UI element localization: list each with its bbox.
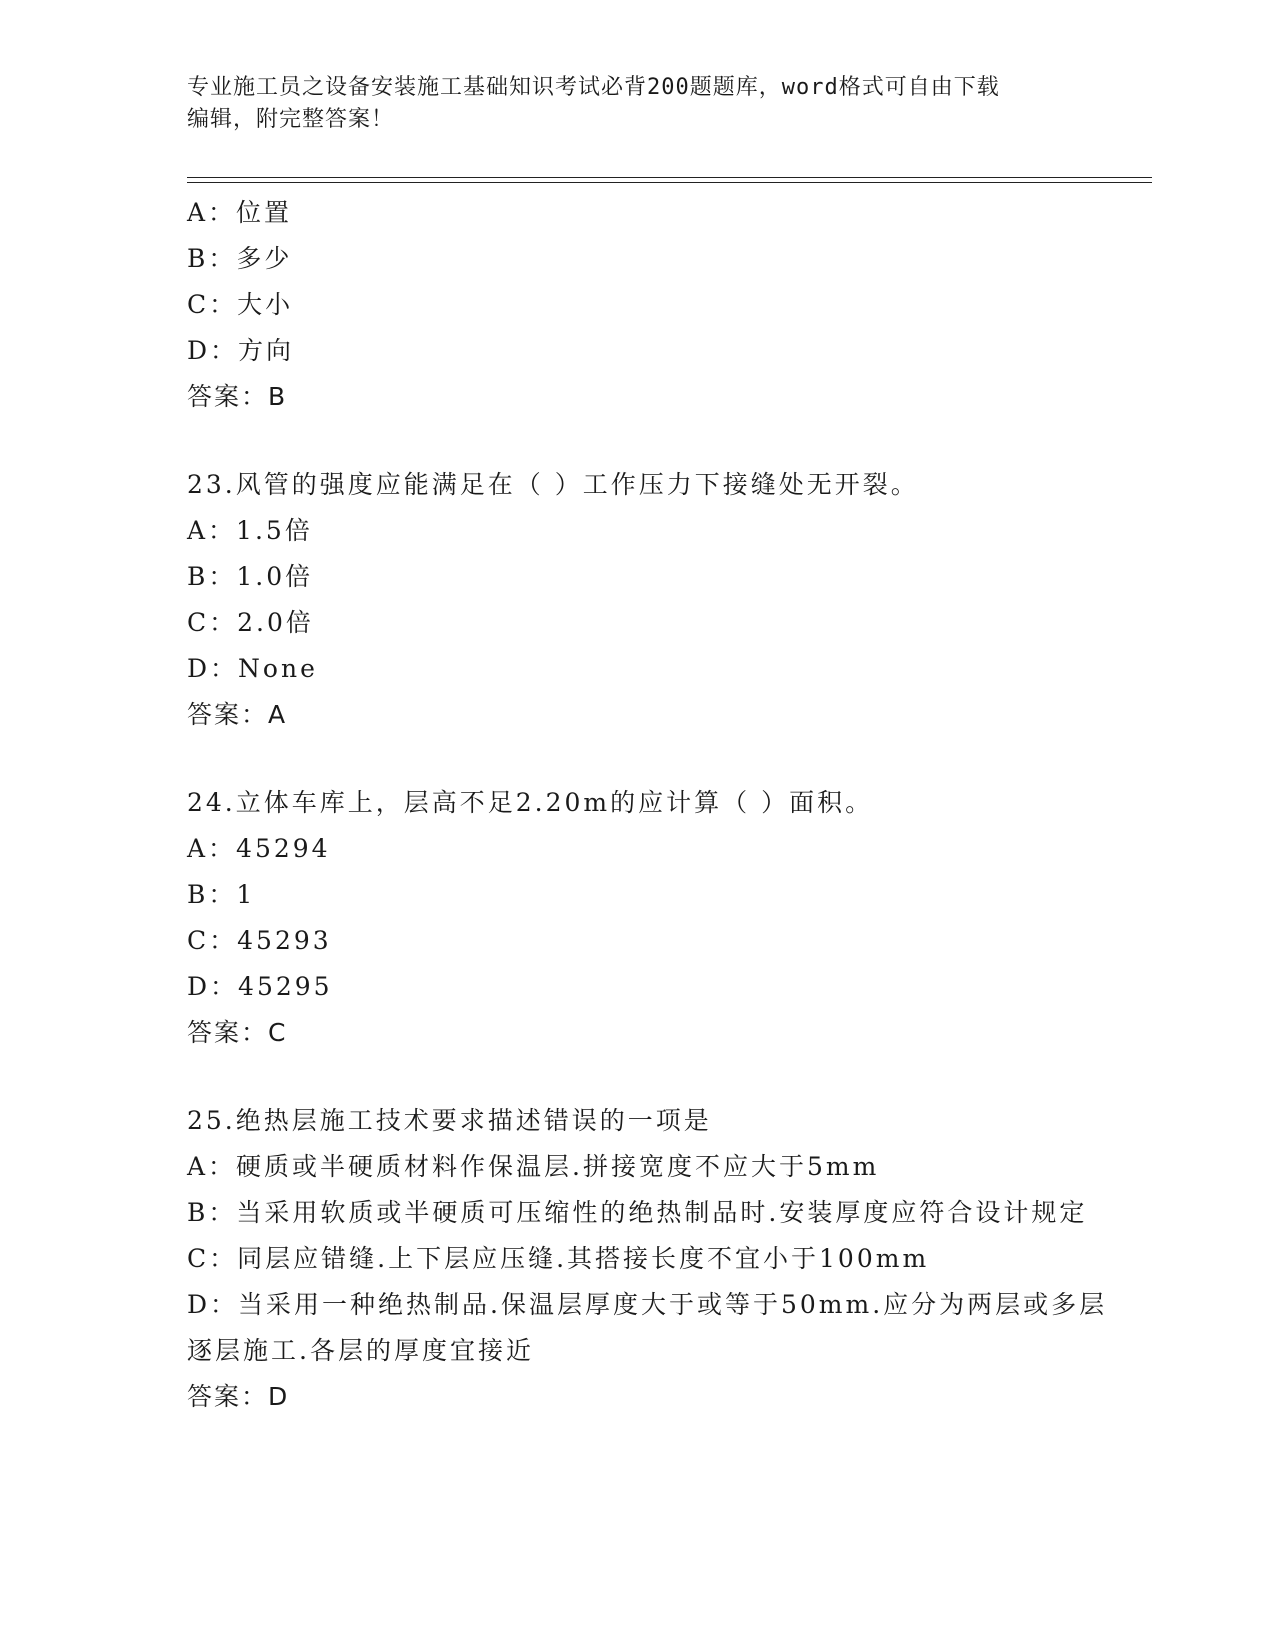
header-divider-top bbox=[187, 177, 1152, 178]
question-25 bbox=[187, 1098, 1117, 1420]
spacer bbox=[187, 1056, 1117, 1098]
question-24 bbox=[187, 780, 1117, 1056]
option-b: B：当采用软质或半硬质可压缩性的绝热制品时.安装厚度应符合设计规定 bbox=[187, 1198, 1088, 1227]
option-c: C：同层应错缝.上下层应压缝.其搭接长度不宜小于100mm bbox=[187, 1244, 930, 1273]
option-a: A：位置 bbox=[187, 198, 293, 227]
question-text: 23.风管的强度应能满足在（ ）工作压力下接缝处无开裂。 bbox=[187, 470, 919, 499]
option-c: C：45293 bbox=[187, 926, 332, 955]
option-b: B：多少 bbox=[187, 244, 293, 273]
answer: 答案：C bbox=[187, 1018, 288, 1047]
answer: 答案：D bbox=[187, 1382, 290, 1411]
option-b: B：1.0倍 bbox=[187, 562, 314, 591]
header-title-line-2: 编辑，附完整答案！ bbox=[187, 107, 395, 132]
option-c: C：2.0倍 bbox=[187, 608, 314, 637]
question-text: 24.立体车库上，层高不足2.20m的应计算（ ）面积。 bbox=[187, 788, 874, 817]
option-d: D：方向 bbox=[187, 336, 295, 365]
question-23 bbox=[187, 462, 1117, 738]
question-text: 25.绝热层施工技术要求描述错误的一项是 bbox=[187, 1106, 712, 1135]
spacer bbox=[187, 420, 1117, 462]
option-d: D：当采用一种绝热制品.保温层厚度大于或等于50mm.应分为两层或多层逐层施工.各层的厚度宜接近 bbox=[187, 1290, 1108, 1365]
question-list bbox=[187, 190, 1117, 1420]
option-d: D：None bbox=[187, 654, 318, 683]
option-a: A：45294 bbox=[187, 834, 331, 863]
option-b: B：1 bbox=[187, 880, 256, 909]
option-d: D：45295 bbox=[187, 972, 333, 1001]
header-divider-bottom bbox=[187, 182, 1152, 183]
answer: 答案：B bbox=[187, 382, 288, 411]
header-title-line-1: 专业施工员之设备安装施工基础知识考试必背200题题库，word格式可自由下载 bbox=[187, 75, 1000, 100]
spacer bbox=[187, 738, 1117, 780]
answer: 答案：A bbox=[187, 700, 288, 729]
document-header bbox=[187, 72, 1087, 136]
option-c: C：大小 bbox=[187, 290, 294, 319]
option-a: A：1.5倍 bbox=[187, 516, 313, 545]
option-a: A：硬质或半硬质材料作保温层.拼接宽度不应大于5mm bbox=[187, 1152, 880, 1181]
question-22 bbox=[187, 190, 1117, 420]
